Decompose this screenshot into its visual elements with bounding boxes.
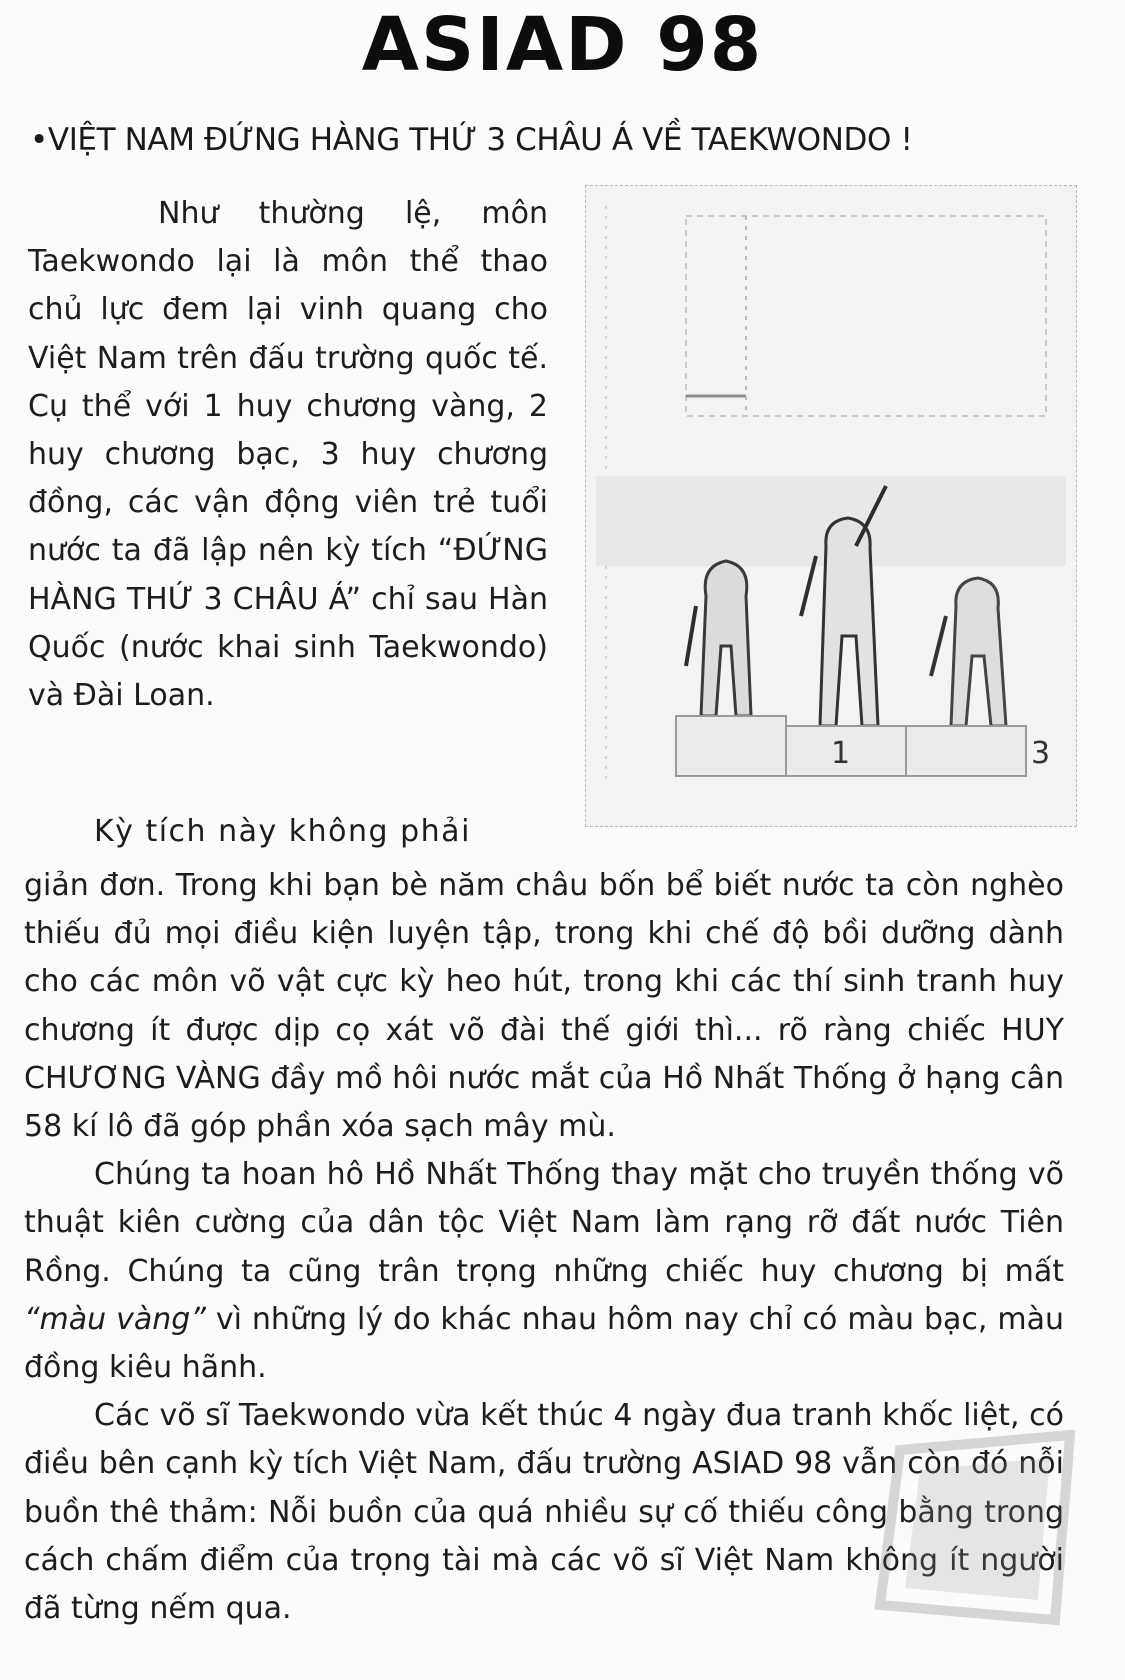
paragraph-2-lead: Kỳ tích này không phải — [94, 814, 471, 849]
podium-photo-illustration — [586, 186, 1076, 826]
paragraph-4: Các võ sĩ Taekwondo vừa kết thúc 4 ngày đua tranh khốc liệt, có điều bên cạnh kỳ tích Việt Nam, đấu trường ASIAD 98 vẫn còn đó nỗi buồn thê thảm: Nỗi buồn của quá nhiều sự cố thiếu công bằng trong cách chấm điểm của trọng tài mà các võ sĩ Việt Nam không ít người đã từng nếm qua. — [24, 1398, 1064, 1627]
article-column-text — [28, 190, 548, 720]
paragraph-3-part-1: Chúng ta hoan hô Hồ Nhất Thống thay mặt cho truyền thống võ thuật kiên cường của dân tộc Việt Nam làm rạng rỡ đất nước Tiên Rồng. Chúng ta cũng trân trọng những chiếc huy chương bị mất — [24, 1157, 1064, 1289]
article-headline: •VIỆT NAM ĐỨNG HÀNG THỨ 3 CHÂU Á VỀ TAEKWONDO ! — [30, 122, 913, 158]
page-title: ASIAD 98 — [361, 2, 764, 88]
watermark-logo-icon — [870, 1430, 1090, 1630]
paragraph-3 — [24, 1151, 1064, 1392]
paragraph-3-italic: “màu vàng” — [24, 1301, 206, 1337]
podium-number-right: 3 — [1031, 736, 1051, 771]
paragraph-3-part-2: vì những lý do khác nhau hôm nay chỉ có màu bạc, màu đồng kiêu hãnh. — [24, 1301, 1064, 1386]
paragraph-1: Như thường lệ, môn Taekwondo lại là môn thể thao chủ lực đem lại vinh quang cho Việt Nam trên đấu trường quốc tế. Cụ thể với 1 huy chương vàng, 2 huy chương bạc, 3 huy chương đồng, các vận động viên trẻ tuổi nước ta đã lập nên kỳ tích “ĐỨNG HÀNG THỨ 3 CHÂU Á” chỉ sau Hàn Quốc (nước khai sinh Taekwondo) và Đài Loan. — [28, 196, 548, 714]
podium-photo — [585, 185, 1077, 827]
paragraph-2: giản đơn. Trong khi bạn bè năm châu bốn bể biết nước ta còn nghèo thiếu đủ mọi điều kiện luyện tập, trong khi chế độ bồi dưỡng dành cho các môn võ vật cực kỳ heo hút, trong khi các thí sinh tranh huy chương ít được dịp cọ xát võ đài thế giới thì... rõ ràng chiếc HUY CHƯƠNG VÀNG đầy mồ hôi nước mắt của Hồ Nhất Thống ở hạng cân 58 kí lô đã góp phần xóa sạch mây mù. — [24, 868, 1064, 1145]
podium-number-left: 1 — [831, 736, 851, 771]
